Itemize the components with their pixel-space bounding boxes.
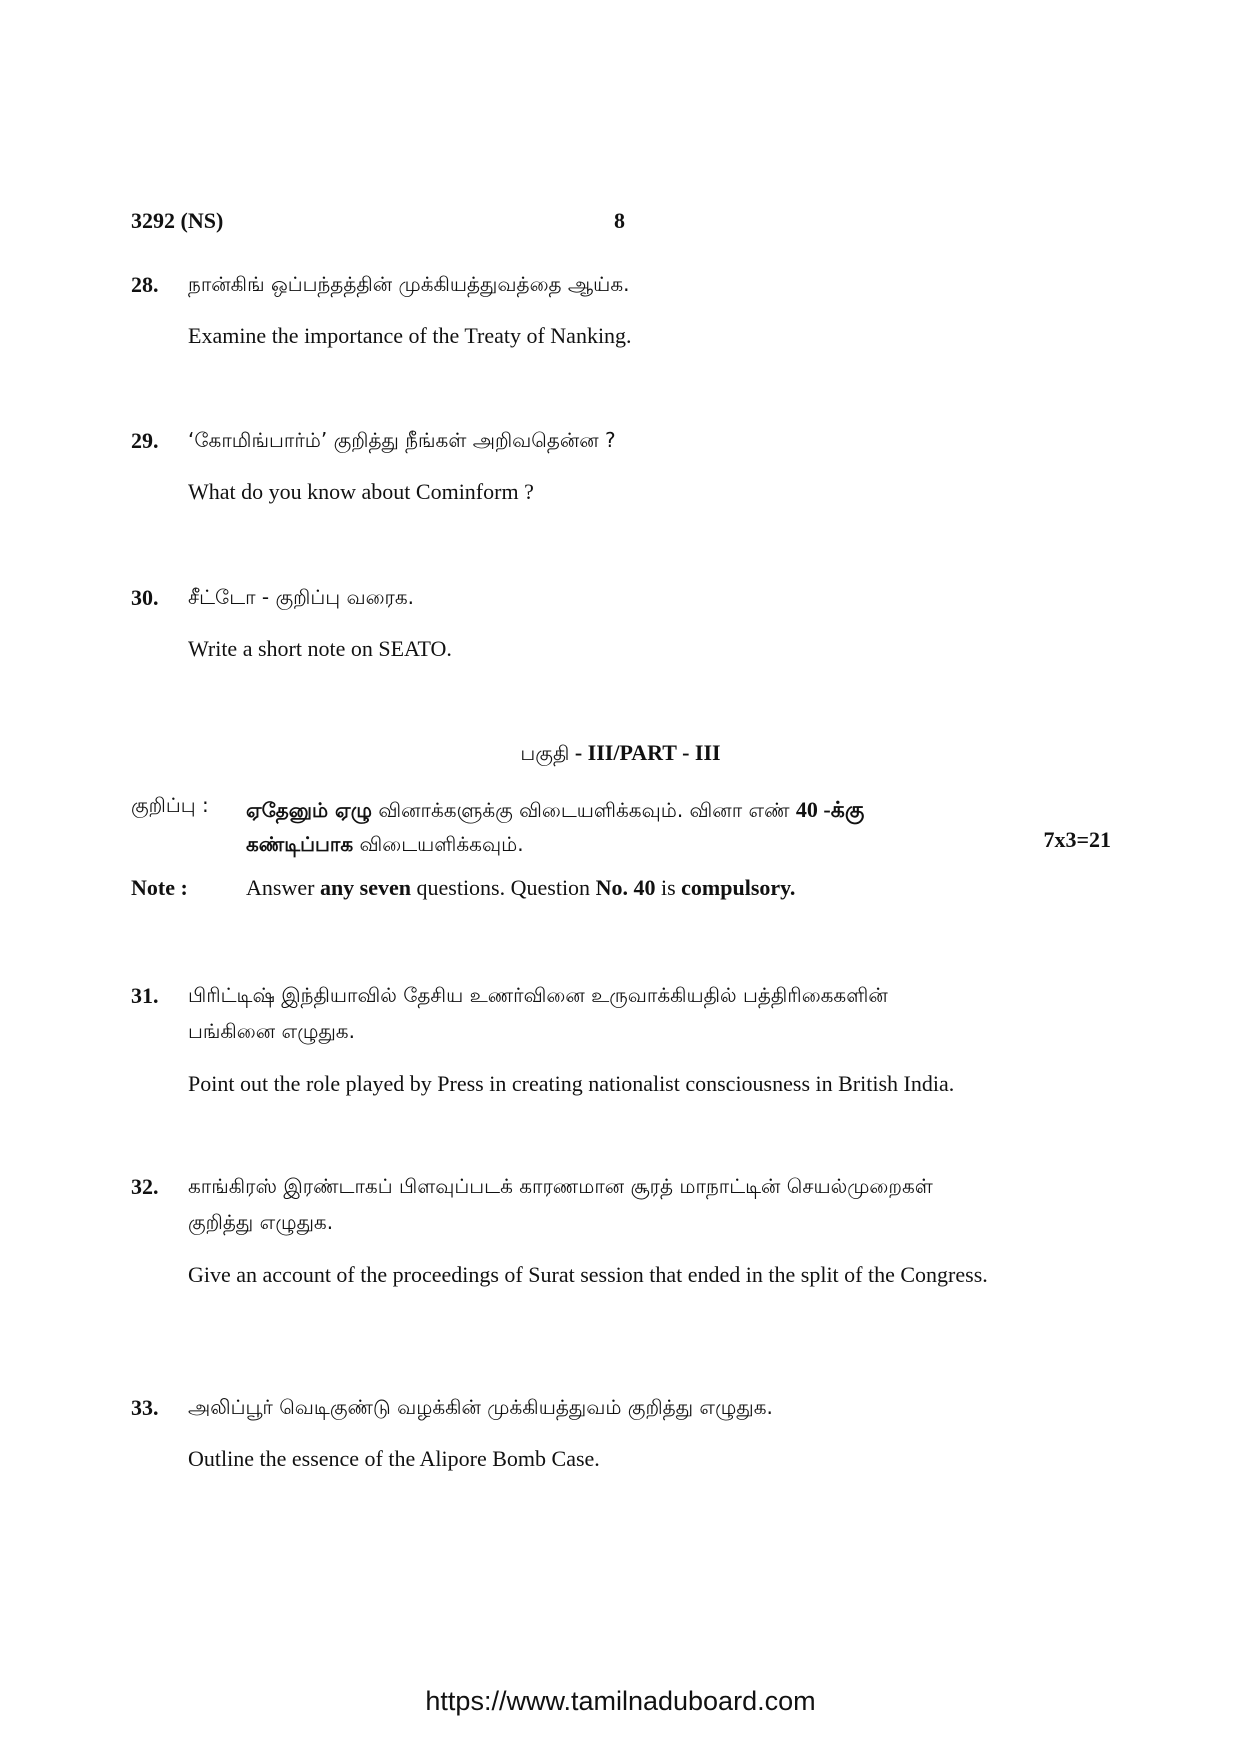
footer-url: https://www.tamilnaduboard.com: [425, 1686, 816, 1716]
paper-code: 3292 (NS): [131, 208, 224, 233]
note-bold-compulsory: கண்டிப்பாக: [246, 832, 354, 856]
question-english: Outline the essence of the Alipore Bomb Case.: [188, 1446, 600, 1471]
note-en-bold-no-40: No. 40: [595, 875, 656, 900]
note-bold-any-seven: ஏதேனும் ஏழு: [246, 798, 372, 822]
question-tamil: நான்கிங் ஒப்பந்தத்தின் முக்கியத்துவத்தை ஆய்க.: [188, 272, 630, 296]
question-tamil-line2: குறித்து எழுதுக.: [188, 1210, 334, 1234]
question-tamil: ‘கோமிங்பார்ம்’ குறித்து நீங்கள் அறிவதென்ன ?: [188, 428, 616, 452]
marks-allocation: 7x3=21: [1043, 827, 1111, 852]
question-tamil-line1: காங்கிரஸ் இரண்டாகப் பிளவுப்படக் காரணமான சூரத் மாநாட்டின் செயல்முறைகள்: [188, 1174, 933, 1198]
note-en-bold-compulsory: compulsory.: [681, 875, 796, 900]
note-en-bold-any-seven: any seven: [319, 875, 411, 900]
question-english: Write a short note on SEATO.: [188, 636, 452, 661]
question-english: Examine the importance of the Treaty of Nanking.: [188, 323, 632, 348]
question-english: What do you know about Cominform ?: [188, 479, 534, 504]
question-number: 30.: [131, 585, 159, 610]
question-tamil-line2: பங்கினை எழுதுக.: [188, 1019, 355, 1043]
question-number: 31.: [131, 983, 159, 1008]
page-number: 8: [614, 208, 625, 233]
note-bold-question-40: 40 -க்கு: [795, 797, 865, 822]
question-tamil-line1: பிரிட்டிஷ் இந்தியாவில் தேசிய உணர்வினை உருவாக்கியதில் பத்திரிகைகளின்: [188, 983, 888, 1007]
part-heading-title: - III/PART - III: [574, 740, 721, 765]
question-number: 28.: [131, 272, 159, 297]
note-body-tamil: [246, 793, 1066, 861]
note-body-english: [246, 875, 795, 901]
question-english: Point out the role played by Press in creating nationalist consciousness in British India.: [188, 1071, 955, 1096]
question-number: 29.: [131, 428, 159, 453]
part-heading: [0, 740, 1241, 768]
note-text-1: வினாக்களுக்கு விடையளிக்கவும். வினா எண்: [378, 798, 790, 822]
question-number: 33.: [131, 1395, 159, 1420]
note-label-english: Note :: [131, 875, 188, 900]
question-english: Give an account of the proceedings of Surat session that ended in the split of the Congress.: [188, 1262, 988, 1287]
question-number: 32.: [131, 1174, 159, 1199]
part-heading-tamil: பகுதி: [520, 741, 570, 765]
note-en-text-3: is: [660, 875, 676, 900]
note-text-2: விடையளிக்கவும்.: [359, 832, 524, 856]
note-en-text-2: questions. Question: [416, 875, 591, 900]
question-tamil-line1: அலிப்பூர் வெடிகுண்டு வழக்கின் முக்கியத்துவம் குறித்து எழுதுக.: [188, 1395, 773, 1419]
question-tamil: சீட்டோ - குறிப்பு வரைக.: [188, 585, 415, 609]
note-en-text-1: Answer: [246, 875, 315, 900]
note-label-tamil: குறிப்பு :: [131, 793, 209, 817]
